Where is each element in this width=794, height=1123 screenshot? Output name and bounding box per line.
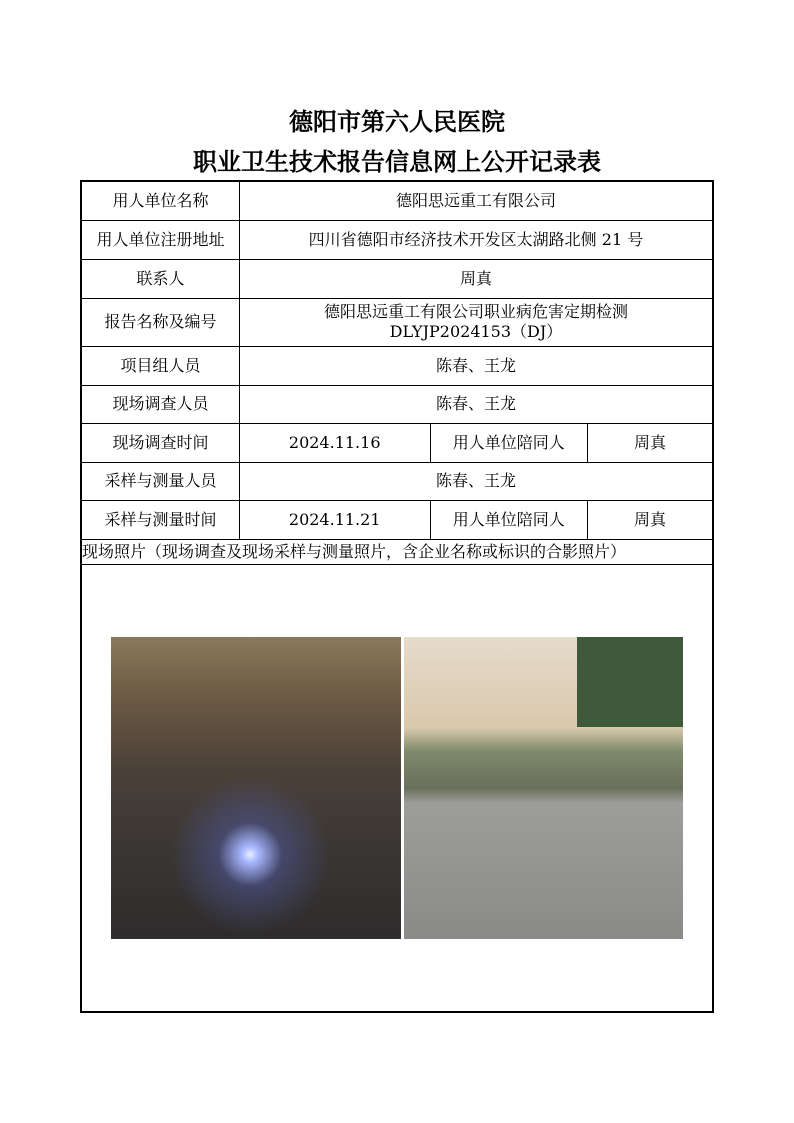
row-survey-time [81, 423, 713, 462]
label: 报告名称及编号 [81, 298, 239, 346]
row-photos [81, 564, 713, 1012]
group-photo-at-gate [404, 637, 683, 939]
companion-label: 用人单位陪同人 [430, 500, 587, 539]
workshop-welding-photo [111, 637, 401, 939]
report-name: 德阳思远重工有限公司职业病危害定期检测 [323, 302, 628, 321]
companion: 周真 [587, 500, 713, 539]
companion-label: 用人单位陪同人 [430, 423, 587, 462]
label: 采样与测量人员 [81, 462, 239, 500]
photo-header: 现场照片（现场调查及现场采样与测量照片，含企业名称或标识的合影照片） [81, 539, 713, 564]
row-sampling-staff [81, 462, 713, 500]
value: 德阳思远重工有限公司 [239, 181, 713, 220]
value [239, 298, 713, 346]
value: 四川省德阳市经济技术开发区太湖路北侧 21 号 [239, 220, 713, 259]
label: 用人单位名称 [81, 181, 239, 220]
label: 联系人 [81, 259, 239, 298]
label: 项目组人员 [81, 346, 239, 385]
value: 2024.11.21 [239, 500, 430, 539]
form-title: 职业卫生技术报告信息网上公开记录表 [193, 147, 601, 176]
companion: 周真 [587, 423, 713, 462]
value: 周真 [239, 259, 713, 298]
value: 陈春、王龙 [239, 346, 713, 385]
row-survey-staff [81, 385, 713, 423]
report-number: DLYJP2024153（DJ） [389, 322, 563, 341]
hospital-title: 德阳市第六人民医院 [289, 107, 505, 136]
row-unit-name [81, 181, 713, 220]
value: 陈春、王龙 [239, 385, 713, 423]
row-team [81, 346, 713, 385]
photo-area [81, 564, 713, 1012]
label: 用人单位注册地址 [81, 220, 239, 259]
value: 陈春、王龙 [239, 462, 713, 500]
label: 现场调查时间 [81, 423, 239, 462]
record-table [80, 180, 714, 1013]
label: 采样与测量时间 [81, 500, 239, 539]
row-report [81, 298, 713, 346]
value: 2024.11.16 [239, 423, 430, 462]
row-contact [81, 259, 713, 298]
row-address [81, 220, 713, 259]
label: 现场调查人员 [81, 385, 239, 423]
row-sampling-time [81, 500, 713, 539]
row-photo-header [81, 539, 713, 564]
